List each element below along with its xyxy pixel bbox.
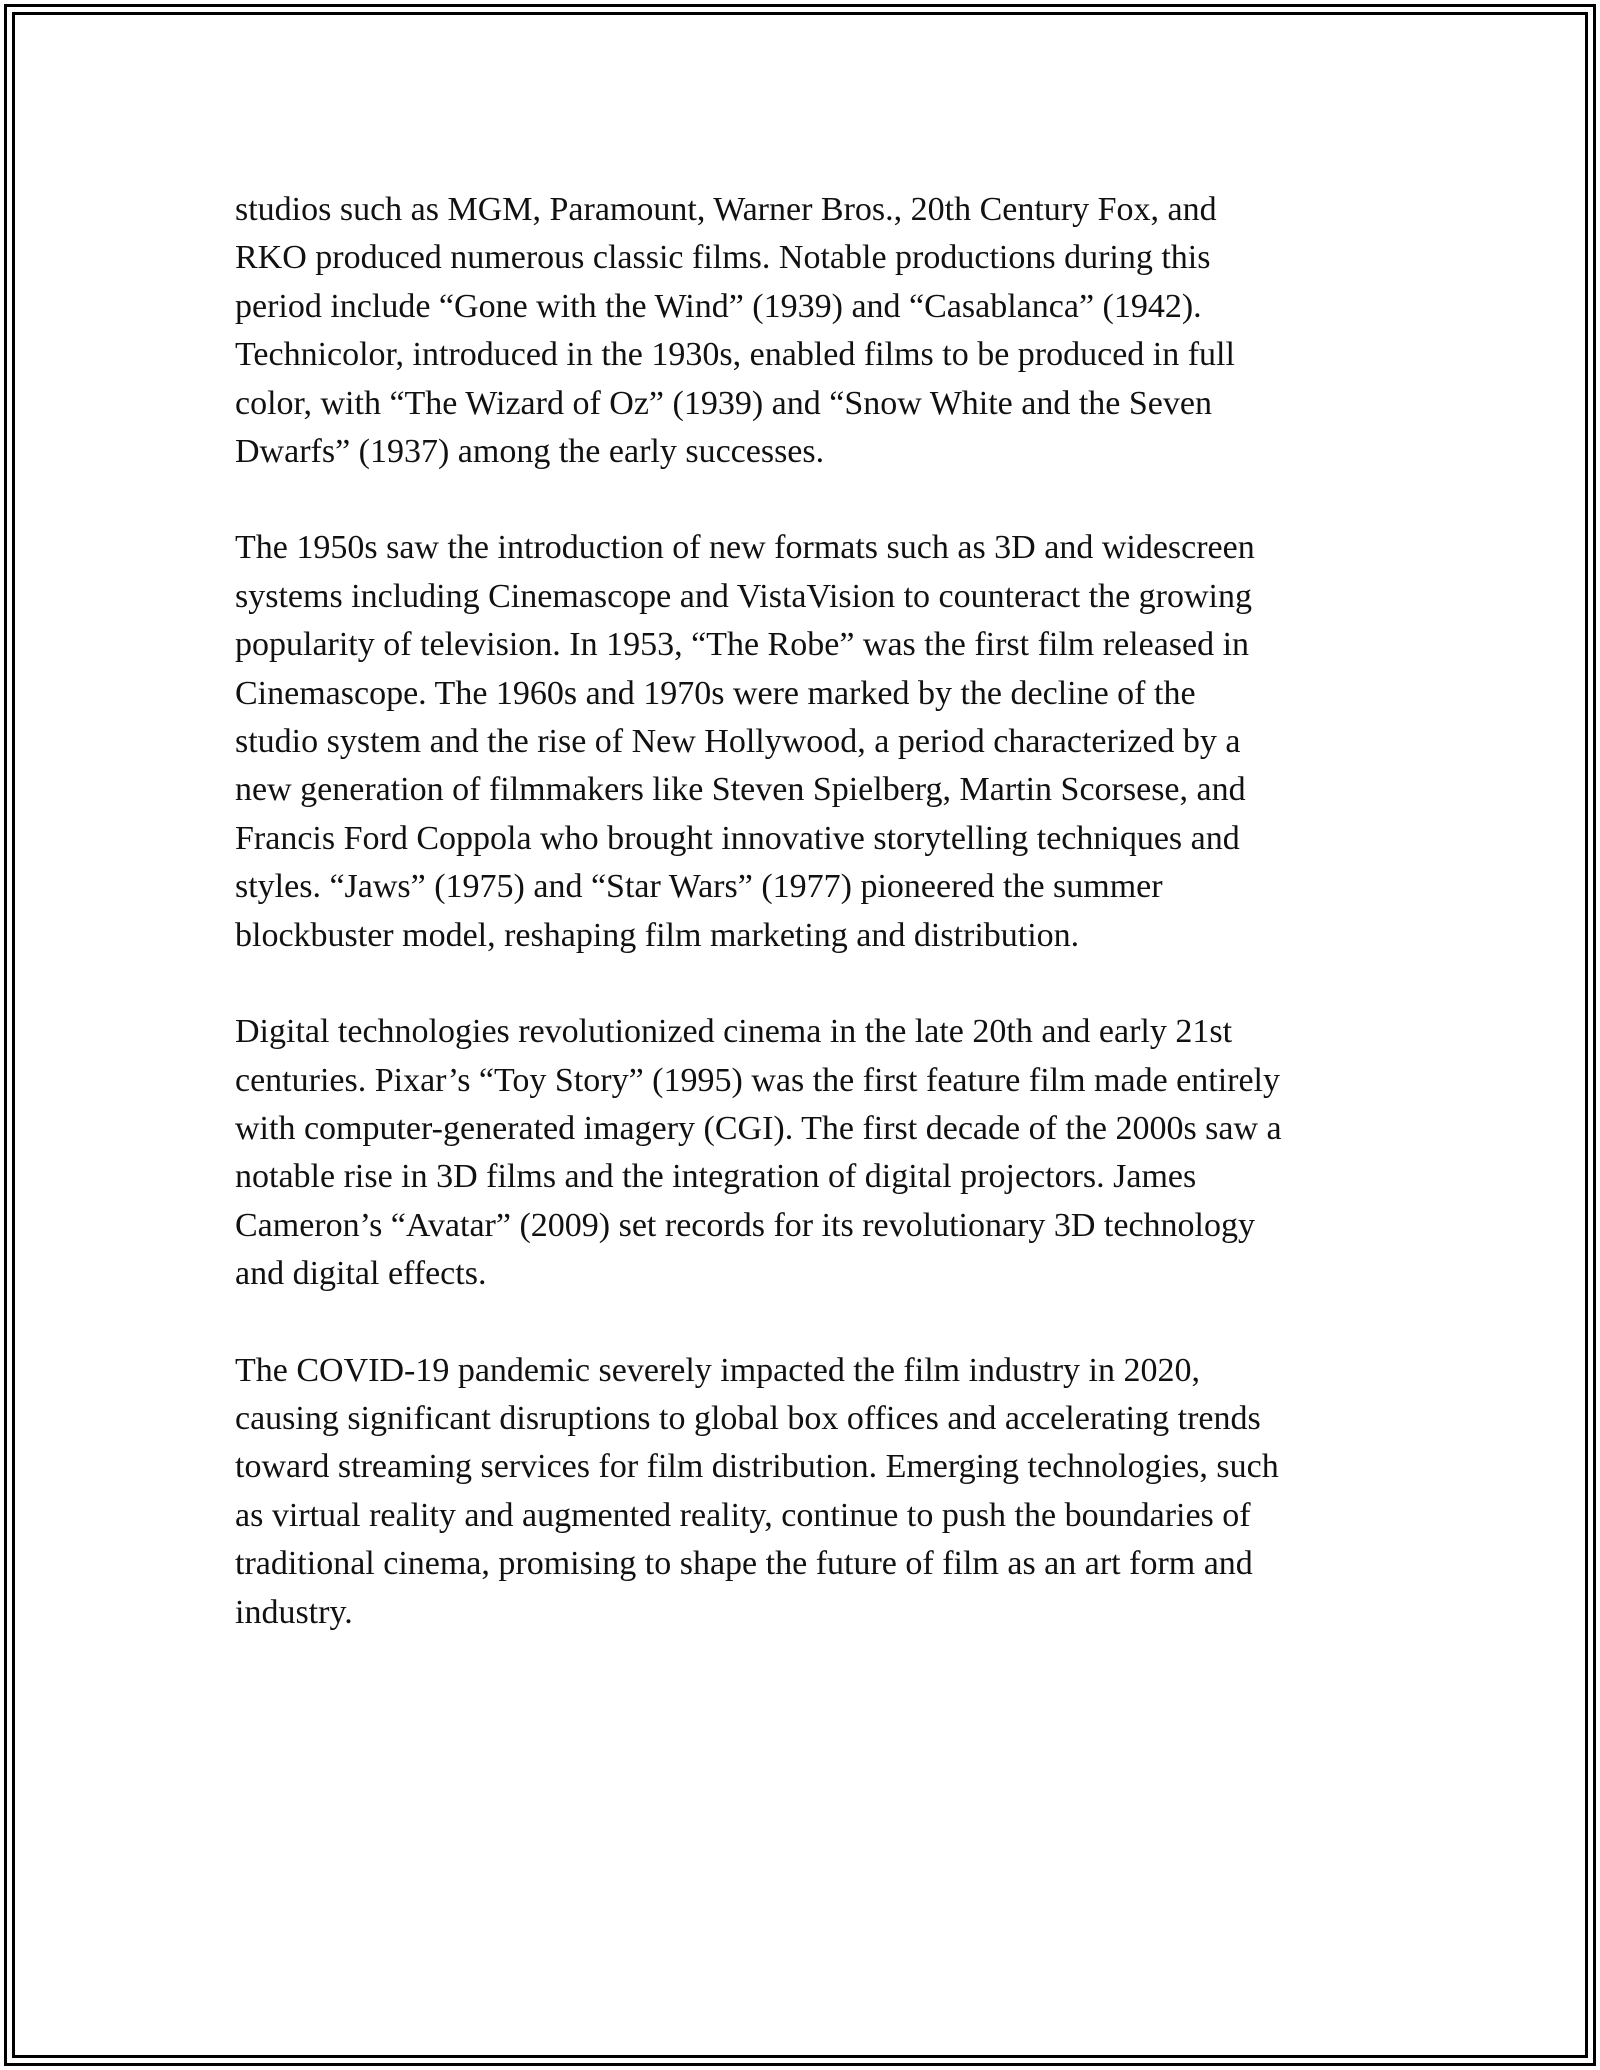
- text-line: as virtual reality and augmented reality, continue to push the boundaries of: [235, 1496, 1251, 1534]
- text-line: industry.: [235, 1593, 353, 1631]
- text-line: Digital technologies revolutionized cinema in the late 20th and early 21st: [235, 1013, 1233, 1051]
- text-line: Cameron’s “Avatar” (2009) set records for its revolutionary 3D technology: [235, 1206, 1255, 1244]
- text-line: Technicolor, introduced in the 1930s, enabled films to be produced in full: [235, 336, 1235, 374]
- paragraph-pandemic: [235, 1347, 1375, 1637]
- text-line: blockbuster model, reshaping film marketing and distribution.: [235, 916, 1080, 954]
- paragraph-studio-era: [235, 186, 1375, 476]
- text-line: Dwarfs” (1937) among the early successes.: [235, 433, 825, 471]
- text-line: notable rise in 3D films and the integration of digital projectors. James: [235, 1158, 1197, 1196]
- text-line: toward streaming services for film distribution. Emerging technologies, such: [235, 1448, 1279, 1486]
- text-line: popularity of television. In 1953, “The Robe” was the first film released in: [235, 626, 1250, 664]
- text-line: studios such as MGM, Paramount, Warner Bros., 20th Century Fox, and: [235, 191, 1217, 228]
- text-line: traditional cinema, promising to shape the future of film as an art form and: [235, 1545, 1253, 1583]
- text-line: The 1950s saw the introduction of new formats such as 3D and widescreen: [235, 529, 1255, 567]
- text-line: color, with “The Wizard of Oz” (1939) and “Snow White and the Seven: [235, 384, 1212, 422]
- text-line: period include “Gone with the Wind” (1939) and “Casablanca” (1942).: [235, 287, 1202, 325]
- text-line: new generation of filmmakers like Steven Spielberg, Martin Scorsese, and: [235, 771, 1246, 809]
- text-line: styles. “Jaws” (1975) and “Star Wars” (1977) pioneered the summer: [235, 868, 1163, 906]
- text-line: The COVID-19 pandemic severely impacted the film industry in 2020,: [235, 1351, 1200, 1389]
- text-line: with computer-generated imagery (CGI). The first decade of the 2000s saw a: [235, 1109, 1282, 1147]
- paragraph-new-formats: [235, 524, 1375, 960]
- text-line: centuries. Pixar’s “Toy Story” (1995) was the first feature film made entirely: [235, 1061, 1281, 1099]
- paragraph-digital-era: [235, 1008, 1375, 1298]
- text-line: systems including Cinemascope and VistaVision to counteract the growing: [235, 577, 1252, 615]
- text-line: Cinemascope. The 1960s and 1970s were marked by the decline of the: [235, 674, 1196, 712]
- document-body: [235, 186, 1375, 1685]
- text-line: RKO produced numerous classic films. Notable productions during this: [235, 239, 1211, 277]
- text-line: causing significant disruptions to global box offices and accelerating trends: [235, 1399, 1261, 1437]
- text-line: Francis Ford Coppola who brought innovative storytelling techniques and: [235, 819, 1240, 857]
- text-line: studio system and the rise of New Hollywood, a period characterized by a: [235, 723, 1241, 761]
- text-line: and digital effects.: [235, 1255, 487, 1293]
